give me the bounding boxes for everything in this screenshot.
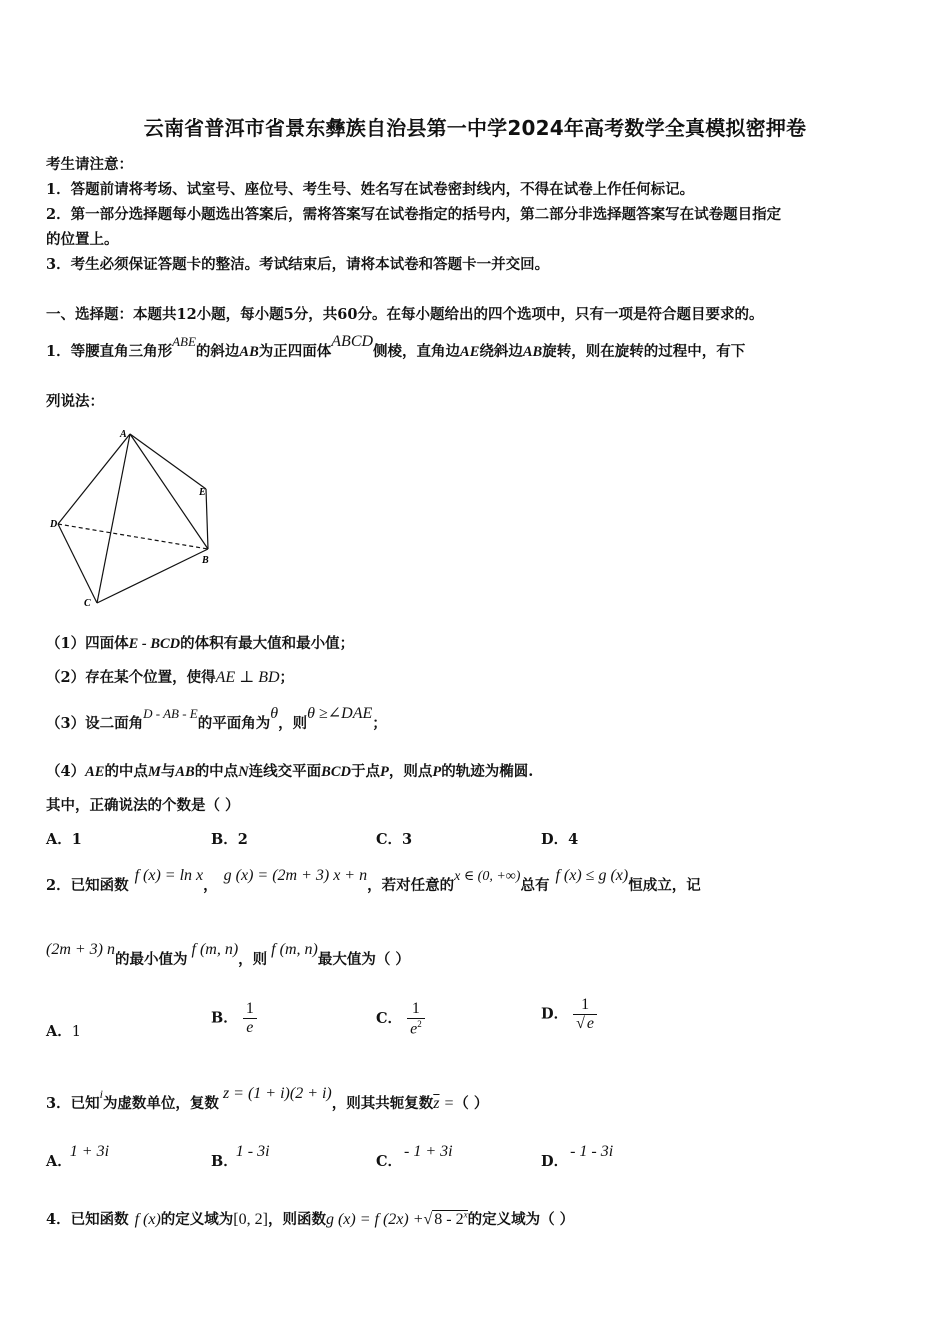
q1-statement-1	[46, 632, 354, 653]
q1-option-a[interactable]: A．1	[46, 831, 82, 848]
numerator: 1	[243, 1000, 257, 1019]
q3-option-b[interactable]	[211, 1143, 270, 1171]
math-p: P	[380, 764, 389, 780]
q2-text: 总有	[520, 877, 550, 894]
option-value: - 1 - 3i	[570, 1143, 614, 1160]
option-value: 1 + 3i	[69, 1143, 110, 1160]
q2-option-c[interactable]	[376, 1000, 425, 1038]
q1-ask: 其中，正确说法的个数是（ ）	[46, 797, 240, 814]
notice-item-1: 1．答题前请将考场、试室号、座位号、考生号、姓名写在试卷密封线内，不得在试卷上作任何标记。	[46, 181, 695, 198]
q1-option-d[interactable]: D．4	[541, 831, 579, 848]
vertex-label-a: A	[120, 429, 127, 440]
section-heading: 一、选择题：本题共12小题，每小题5分，共60分。在每小题给出的四个选项中，只有一项是符合题目要求的。	[46, 306, 764, 323]
q1-text: 的轨迹为椭圆.	[441, 763, 534, 780]
q1-text: ，则点	[388, 763, 433, 780]
option-value: 1 - 3i	[235, 1143, 270, 1160]
math-f-x: f (x)	[134, 1211, 161, 1228]
q2-text: 恒成立，记	[628, 877, 701, 894]
option-label: D．	[541, 1005, 569, 1023]
q3-option-d[interactable]	[541, 1143, 614, 1171]
vertex-label-c: C	[84, 598, 91, 609]
q1-text: 侧棱，直角边	[373, 343, 461, 360]
fraction-1-over-sqrt-e	[573, 996, 597, 1033]
q4-text: 的定义域为	[160, 1211, 234, 1228]
q1-stem-cont: 列说法：	[46, 393, 104, 410]
math-m: M	[147, 764, 161, 780]
q1-text: ，则	[278, 715, 308, 732]
q1-text: 为正四面体	[258, 343, 332, 360]
q2-text: ，	[203, 877, 218, 894]
q1-option-b[interactable]: B．2	[211, 831, 248, 848]
edge-ab	[130, 434, 208, 549]
edge-ac	[97, 434, 130, 603]
math-e-bcd: E - BCD	[128, 636, 181, 652]
q4-text: 4．已知函数	[46, 1211, 129, 1228]
q2-text: ，则	[238, 951, 268, 968]
edge-db-hidden	[58, 524, 208, 549]
radicand: e	[586, 1015, 595, 1032]
option-label: D．	[541, 1153, 569, 1170]
edge-ae	[130, 434, 206, 489]
q3-text: ，则其共轭复数	[331, 1095, 434, 1112]
q4-stem	[46, 1208, 574, 1229]
edge-dc	[58, 524, 97, 603]
edge-cb	[97, 549, 208, 603]
math-abcd: ABCD	[331, 333, 374, 350]
denominator	[573, 1015, 597, 1033]
option-value: 1	[71, 1024, 81, 1040]
q1-statement-3	[46, 705, 387, 733]
denominator: e	[246, 1019, 254, 1036]
q1-statement-4	[46, 760, 533, 781]
math-ae-perp-bd: AE ⊥ BD	[215, 669, 280, 686]
q1-stem	[46, 333, 746, 361]
vertex-label-b: B	[202, 555, 209, 566]
q3-text: （ ）	[454, 1095, 489, 1112]
base-e: e	[410, 1020, 418, 1038]
q1-text: 连线交平面	[248, 763, 322, 780]
math-f-le-g: f (x) ≤ g (x)	[555, 867, 629, 884]
q2-text: 最大值为（ ）	[317, 951, 410, 968]
radicand-text: 8 - 2	[434, 1211, 464, 1228]
q1-text: 的平面角为	[197, 715, 271, 732]
option-value: - 1 + 3i	[404, 1143, 453, 1160]
math-x-domain: x ∈ (0, +∞)	[454, 869, 521, 884]
math-g-linear: g (x) = (2m + 3) x + n	[223, 867, 368, 884]
sqrt-icon: √	[576, 1015, 585, 1032]
vertex-label-e: E	[199, 487, 206, 498]
option-label: A．	[46, 1023, 72, 1040]
q1-text: 于点	[351, 763, 380, 780]
sqrt-radicand	[432, 1210, 467, 1228]
q1-text: 的中点	[194, 763, 239, 780]
q2-text: ，若对任意的	[367, 877, 455, 894]
q4-text: 的定义域为（ ）	[467, 1211, 575, 1228]
notice-item-2-cont: 的位置上。	[46, 231, 119, 248]
math-d-ab-e: D - AB - E	[143, 706, 198, 721]
q1-text: 旋转，则在旋转的过程中，有下	[542, 343, 746, 360]
math-ae: AE	[85, 764, 105, 780]
math-2m3-n: (2m + 3) n	[46, 941, 116, 958]
q1-statement-2	[46, 666, 294, 687]
math-bcd: BCD	[321, 764, 351, 780]
q1-text: 的中点	[104, 763, 148, 780]
math-z-product: z = (1 + i)(2 + i)	[222, 1085, 332, 1102]
q3-option-a[interactable]	[46, 1143, 110, 1171]
option-label: C．	[376, 1153, 403, 1170]
math-i: i	[99, 1087, 103, 1101]
notice-heading: 考生请注意：	[46, 156, 133, 173]
edge-ad	[58, 434, 130, 524]
option-label: A．	[46, 1153, 72, 1170]
math-f-mn: f (m, n)	[191, 941, 239, 958]
q1-text: 与	[160, 763, 176, 780]
q1-text: （3）设二面角	[46, 715, 144, 732]
exponent: 2	[417, 1019, 422, 1029]
tetrahedron-figure	[46, 425, 226, 615]
q1-text: 1．等腰直角三角形	[46, 343, 173, 360]
q1-text: （2）存在某个位置，使得	[46, 669, 216, 686]
math-theta: θ	[270, 705, 279, 722]
math-interval: [0, 2]	[233, 1211, 268, 1228]
option-label: C．	[376, 1010, 403, 1028]
notice-item-3: 3．考生必须保证答题卡的整洁。考试结束后，请将本试卷和答题卡一并交回。	[46, 256, 550, 273]
math-n: N	[238, 764, 249, 780]
math-g-definition: g (x) = f (2x) +	[325, 1211, 424, 1228]
exponent-x: x	[463, 1209, 468, 1220]
q4-text: ，则函数	[267, 1211, 326, 1228]
page-title: 云南省普洱市省景东彝族自治县第一中学2024年高考数学全真模拟密押卷	[143, 116, 807, 140]
math-f-mn: f (m, n)	[271, 941, 318, 958]
q1-text: （1）四面体	[46, 635, 129, 652]
notice-item-2: 2．第一部分选择题每小题选出答案后，需将答案写在试卷指定的括号内，第二部分非选择题答案写在试卷题目指定	[46, 206, 782, 223]
q1-text: 的斜边	[195, 343, 240, 360]
q3-text: 为虚数单位，复数	[102, 1095, 219, 1112]
math-ab: AB	[175, 764, 195, 780]
q3-stem	[46, 1085, 489, 1113]
math-z-conjugate: $\overline{z}$	[433, 1095, 440, 1112]
q1-text: 的体积有最大值和最小值；	[180, 635, 355, 652]
q1-text: ；	[372, 715, 387, 732]
q2-text: 的最小值为	[115, 951, 188, 968]
math-ab: AB	[522, 344, 543, 360]
sqrt-icon: √	[423, 1211, 433, 1228]
math-equals: =	[443, 1095, 455, 1112]
math-p: P	[432, 764, 442, 780]
option-label: B．	[211, 1153, 238, 1170]
math-f-lnx: f (x) = ln x	[134, 867, 204, 884]
denominator	[407, 1019, 425, 1038]
vertex-label-d: D	[50, 519, 58, 530]
q2-option-d[interactable]	[541, 996, 597, 1033]
q2-option-a[interactable]	[46, 1020, 81, 1041]
q2-stem-cont	[46, 941, 410, 969]
q1-option-c[interactable]: C．3	[376, 831, 413, 848]
q3-text: 3．已知	[46, 1095, 100, 1112]
option-label: B．	[211, 1009, 238, 1027]
fraction-1-over-e-squared	[407, 1000, 425, 1038]
math-ab: AB	[239, 344, 259, 360]
numerator: 1	[407, 1000, 425, 1019]
math-ae: AE	[460, 344, 480, 360]
fraction-1-over-e	[243, 1000, 257, 1037]
q1-text: ；	[279, 669, 295, 686]
numerator: 1	[573, 996, 597, 1015]
edge-eb	[206, 489, 208, 549]
math-abe: ABE	[172, 334, 196, 349]
q2-option-b[interactable]	[211, 1000, 257, 1037]
q1-text: （4）	[46, 763, 86, 780]
q2-stem	[46, 867, 701, 895]
q3-option-c[interactable]	[376, 1143, 453, 1171]
q1-text: 绕斜边	[479, 343, 523, 360]
math-theta-ge-dae: θ ≥∠DAE	[307, 705, 373, 722]
q2-text: 2．已知函数	[46, 877, 129, 894]
